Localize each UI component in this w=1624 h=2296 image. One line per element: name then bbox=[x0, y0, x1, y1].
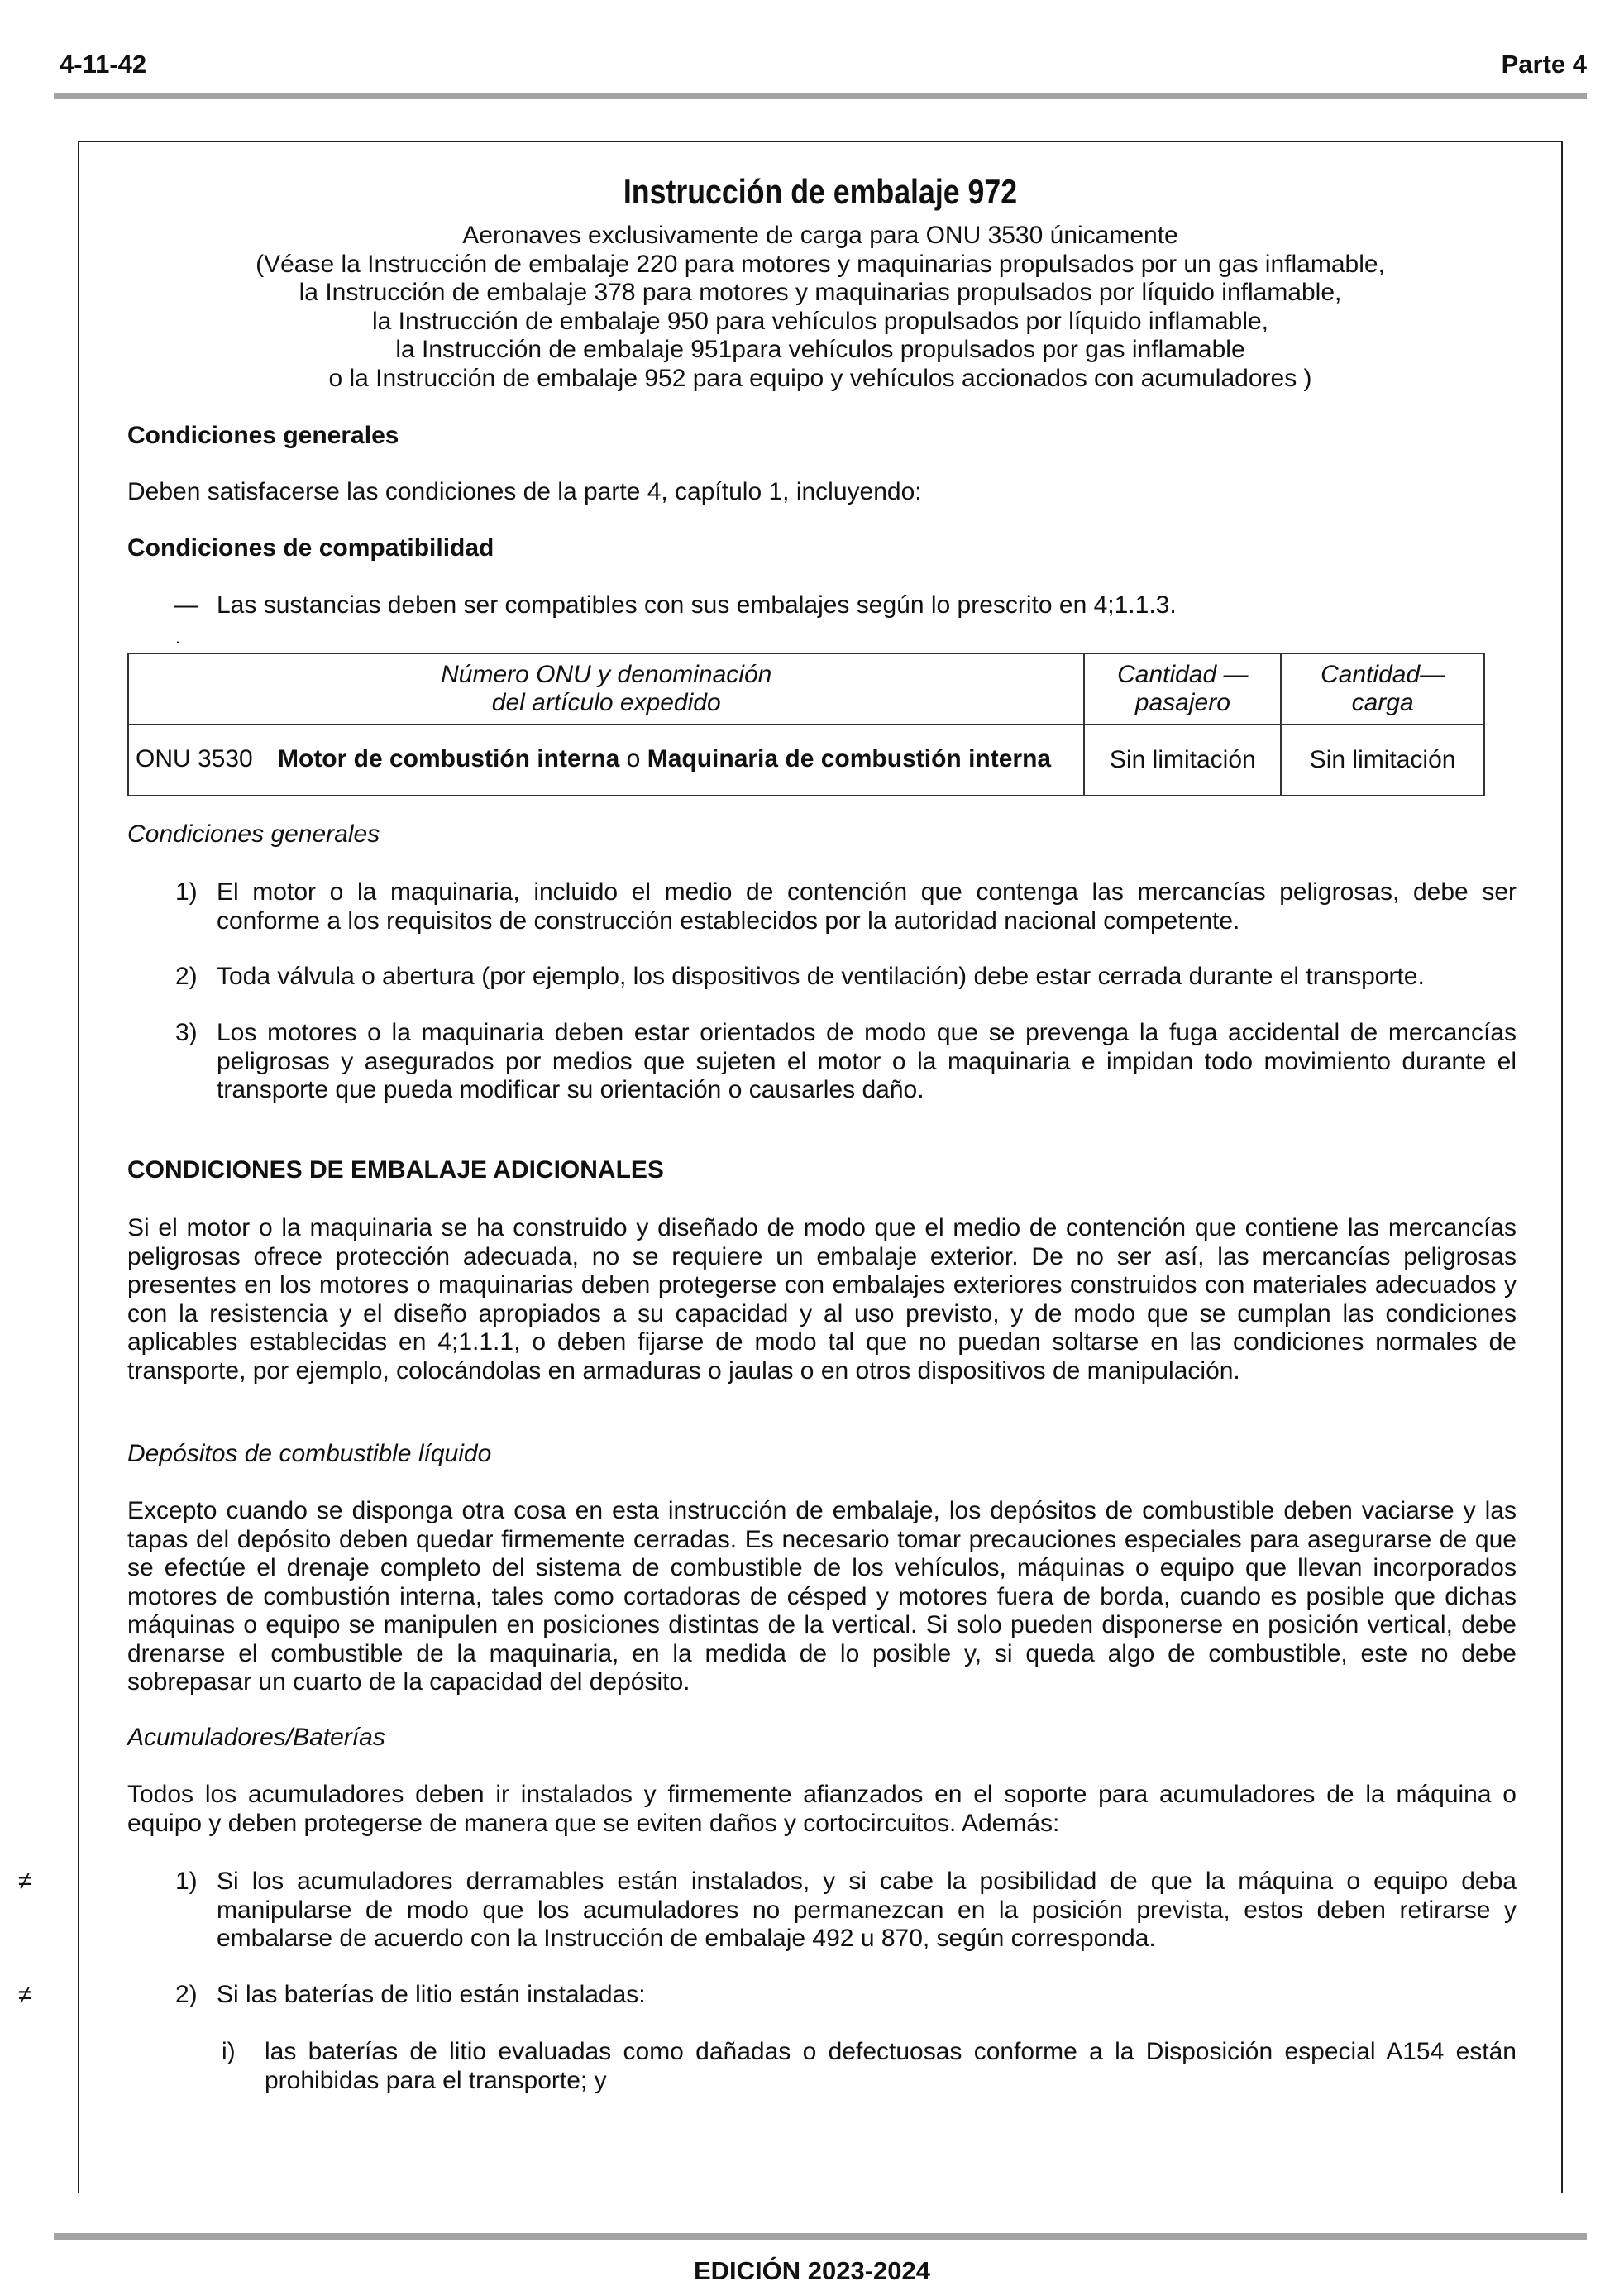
list-item-number: 1) bbox=[175, 1868, 198, 1895]
list-item-text: El motor o la maquinaria, incluido el medio de contención que contenga las mercancías peligrosas, debe ser conforme a los requisitos de construcción establecidos por la autoridad nacional competente. bbox=[217, 878, 1517, 935]
onu-number: ONU 3530 bbox=[136, 745, 253, 773]
additional-heading: CONDICIONES DE EMBALAJE ADICIONALES bbox=[127, 1156, 664, 1184]
part-label: Parte 4 bbox=[1501, 50, 1587, 79]
header-name-line1: Número ONU y denominación bbox=[441, 661, 772, 688]
general-conditions-text: Deben satisfacerse las condiciones de la parte 4, capítulo 1, incluyendo: bbox=[127, 478, 922, 505]
subtitle-line: la Instrucción de embalaje 950 para vehículos propulsados por líquido inflamable, bbox=[372, 307, 1268, 335]
batteries-heading: Acumuladores/Baterías bbox=[127, 1724, 385, 1751]
fuel-text: Excepto cuando se disponga otra cosa en esta instrucción de embalaje, los depósitos de combustible deben vaciarse y las tapas del depósito deben quedar firmemente cerradas. Es necesario tomar precauciones especiales para asegurarse de que se efectúe el drenaje completo del sistema de combustible de los vehículos, máquinas o equipo que llevan incorporados motores de combustión interna, tales como cortadoras de césped y motores fuera de borda, cuando es posible que dichas máquinas o equipo se manipulen en posiciones distintas de la vertical. Si solo pueden disponerse en posición vertical, debe drenarse el combustible de la maquinaria, en la medida de lo posible y, si queda algo de combustible, este no debe sobrepasar un cuarto de la capacidad del depósito. bbox=[127, 1497, 1517, 1696]
header-passenger-line2: pasajero bbox=[1134, 689, 1230, 716]
list-item-text: Si las baterías de litio están instaladas: bbox=[217, 1981, 646, 2008]
change-marker: ≠ bbox=[18, 1982, 32, 2009]
list-item-text: Si los acumuladores derramables están instalados, y si cabe la posibilidad de que la máquina o equipo deba manipularse de modo que los acumuladores no permanezcan en la posición prevista, estos deben retirarse y embalarse de acuerdo con la Instrucción de embalaje 492 u 870, según corresponda. bbox=[217, 1868, 1517, 1952]
article-name-part1: Motor de combustión interna bbox=[278, 745, 620, 773]
article-name-part2: Maquinaria de combustión interna bbox=[647, 745, 1052, 773]
header-name-cell bbox=[128, 653, 1084, 725]
subtitle-line: o la Instrucción de embalaje 952 para equipo y vehículos accionados con acumuladores ) bbox=[328, 364, 1312, 392]
footer-rule bbox=[54, 2233, 1587, 2240]
list-item-text: Los motores o la maquinaria deben estar orientados de modo que se prevenga la fuga accidental de mercancías peligrosas y asegurados por medios que sujeten el motor o la maquinaria e impidan todo movimiento durante el transporte que pueda modificar su orientación o causarles daño. bbox=[217, 1019, 1517, 1103]
general-conditions-list-heading: Condiciones generales bbox=[127, 820, 380, 848]
fuel-heading: Depósitos de combustible líquido bbox=[127, 1440, 492, 1467]
batteries-text: Todos los acumuladores deben ir instalados y firmemente afianzados en el soporte para acumuladores de la máquina o equipo y deben protegerse de manera que se eviten daños y cortocircuitos. Además: bbox=[127, 1781, 1517, 1837]
header-passenger-line1: Cantidad — bbox=[1117, 661, 1249, 688]
article-name bbox=[278, 745, 1077, 773]
dash-bullet: — bbox=[174, 591, 198, 619]
general-conditions-heading: Condiciones generales bbox=[127, 422, 399, 449]
compatibility-heading: Condiciones de compatibilidad bbox=[127, 534, 494, 562]
instruction-frame bbox=[78, 141, 1563, 2193]
packaging-table bbox=[127, 653, 1485, 796]
additional-text: Si el motor o la maquinaria se ha construido y diseñado de modo que el medio de contención que contiene las mercancías peligrosas ofrece protección adecuada, no se requiere un embalaje exterior. De no ser así, las mercancías peligrosas presentes en los motores o maquinarias deben protegerse con embalajes exteriores construidos con materiales adecuados y con la resistencia y el diseño apropiados a su capacidad y al uso previsto, y de modo que se cumplan las condiciones aplicables establecidas en 4;1.1.1, o deben fijarse de modo tal que no puedan soltarse en las condiciones normales de transporte, por ejemplo, colocándolas en armaduras o jaulas o en otros dispositivos de manipulación. bbox=[127, 1214, 1517, 1385]
instruction-subtitle bbox=[79, 222, 1561, 393]
header-rule bbox=[54, 93, 1587, 99]
list-item-text: Toda válvula o abertura (por ejemplo, los dispositivos de ventilación) debe estar cerrada durante el transporte. bbox=[217, 963, 1425, 990]
list-item-number: 2) bbox=[175, 963, 198, 990]
header-passenger-cell bbox=[1084, 653, 1281, 725]
cargo-quantity: Sin limitación bbox=[1281, 725, 1484, 796]
subtitle-line: Aeronaves exclusivamente de carga para ONU 3530 únicamente bbox=[462, 222, 1178, 249]
header-cargo-line2: carga bbox=[1351, 689, 1414, 716]
header-name-line2: del artículo expedido bbox=[491, 689, 721, 716]
page-number: 4-11-42 bbox=[60, 50, 147, 79]
change-marker: ≠ bbox=[18, 1868, 32, 1895]
passenger-quantity: Sin limitación bbox=[1084, 725, 1281, 796]
subtitle-line: (Véase la Instrucción de embalaje 220 para motores y maquinarias propulsados por un gas inflamable, bbox=[256, 250, 1385, 278]
instruction-title: Instrucción de embalaje 972 bbox=[623, 172, 1018, 211]
header-cargo-line1: Cantidad— bbox=[1321, 661, 1445, 688]
subtitle-line: la Instrucción de embalaje 378 para motores y maquinarias propulsados por líquido inflamable, bbox=[299, 279, 1342, 306]
subtitle-line: la Instrucción de embalaje 951para vehículos propulsados por gas inflamable bbox=[395, 336, 1245, 363]
edition-footer: EDICIÓN 2023-2024 bbox=[693, 2256, 931, 2285]
compatibility-item-text: Las sustancias deben ser compatibles con sus embalajes según lo prescrito en 4;1.1.3. bbox=[217, 591, 1177, 619]
list-item-number: 2) bbox=[175, 1981, 198, 2008]
header-cargo-cell bbox=[1281, 653, 1484, 725]
table-header-row bbox=[128, 653, 1484, 725]
sub-list-item-text: las baterías de litio evaluadas como dañadas o defectuosas conforme a la Disposición especial A154 están prohibidas para el transporte; y bbox=[265, 2038, 1517, 2094]
name-cell bbox=[128, 725, 1084, 796]
list-item-number: 3) bbox=[175, 1019, 198, 1046]
table-row bbox=[128, 725, 1484, 796]
sub-list-item-number: i) bbox=[222, 2038, 236, 2065]
stray-dot: . bbox=[175, 627, 181, 648]
list-item-number: 1) bbox=[175, 878, 198, 906]
article-name-connector: o bbox=[619, 745, 647, 773]
